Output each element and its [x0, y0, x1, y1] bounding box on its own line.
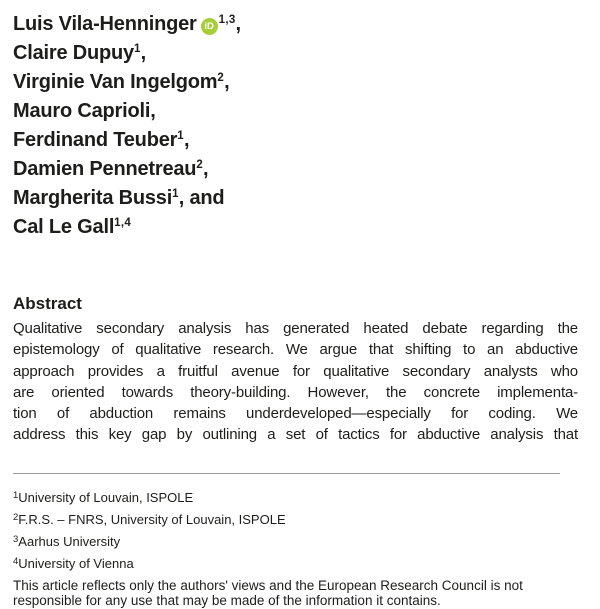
footnote-text: Aarhus University	[18, 534, 121, 549]
footnote-item	[13, 530, 286, 552]
abstract-line: approach provides a fruitful avenue for qualitative secondary analysts who	[13, 362, 578, 380]
author-suffix: ,	[224, 71, 230, 93]
abstract-line: tion of abduction remains underdeveloped—especially for coding. We	[13, 405, 578, 423]
author-name: Claire Dupuy	[13, 42, 134, 64]
abstract-line: epistemology of qualitative research. We argue that shifting to an abductive	[13, 341, 578, 359]
author-name: Cal Le Gall	[13, 216, 115, 238]
author-name: Ferdinand Teuber	[13, 129, 178, 151]
author-line	[13, 124, 241, 153]
author-name: Margherita Bussi	[13, 187, 173, 209]
author-line	[13, 95, 241, 124]
abstract-line: address this key gap by outlining a set of tactics for abductive analysis that	[13, 426, 578, 444]
author-line	[13, 182, 241, 211]
abstract-line: are oriented towards theory-building. However, the concrete implementa-	[13, 383, 578, 401]
footnote-superscript: 4	[13, 556, 19, 567]
affiliation-superscript: 1,4	[114, 217, 132, 229]
author-line	[13, 66, 241, 95]
abstract-paragraph	[13, 318, 578, 446]
footnote-item	[13, 508, 286, 530]
footnote-divider	[13, 473, 560, 474]
footnote-text: University of Vienna	[18, 556, 134, 571]
footnote-superscript: 3	[13, 534, 19, 545]
author-name: Luis Vila-Henninger	[13, 13, 197, 35]
author-suffix: ,	[140, 42, 147, 64]
disclaimer-line-2: responsible for any use that may be made of the information it contains.	[13, 593, 441, 608]
disclaimer-line-1: This article reflects only the authors' views and the European Research Council is not	[13, 578, 523, 593]
author-block	[13, 8, 241, 240]
author-suffix: ,	[183, 129, 190, 151]
footnotes-block	[13, 486, 286, 574]
orcid-icon[interactable]: iD	[201, 18, 218, 35]
author-line	[13, 37, 241, 66]
affiliation-superscript: 2	[217, 72, 225, 84]
footnote-item	[13, 552, 286, 574]
footnote-text: F.R.S. – FNRS, University of Louvain, ISPOLE	[18, 512, 286, 527]
footnote-superscript: 1	[13, 490, 19, 501]
abstract-line: Qualitative secondary analysis has generated heated debate regarding the	[13, 320, 578, 337]
author-name: Virginie Van Ingelgom	[13, 71, 218, 93]
abstract-heading: Abstract	[13, 294, 82, 313]
author-line	[13, 153, 241, 182]
author-suffix: ,	[203, 158, 209, 180]
author-line	[13, 211, 241, 240]
affiliation-superscript: 1	[177, 130, 184, 142]
author-suffix: , and	[178, 187, 225, 209]
author-suffix: ,	[235, 13, 241, 35]
affiliation-superscript: 1,3	[218, 14, 236, 26]
author-name: Damien Pennetreau	[13, 158, 197, 180]
affiliation-superscript: 1	[172, 188, 179, 200]
author-name: Mauro Caprioli	[13, 100, 151, 122]
author-suffix: ,	[150, 100, 156, 122]
affiliation-superscript: 1	[133, 43, 141, 55]
footnote-text: University of Louvain, ISPOLE	[18, 490, 194, 505]
author-line	[13, 8, 241, 37]
footnote-superscript: 2	[13, 512, 19, 523]
footnote-item	[13, 486, 286, 508]
affiliation-superscript: 2	[196, 159, 204, 171]
